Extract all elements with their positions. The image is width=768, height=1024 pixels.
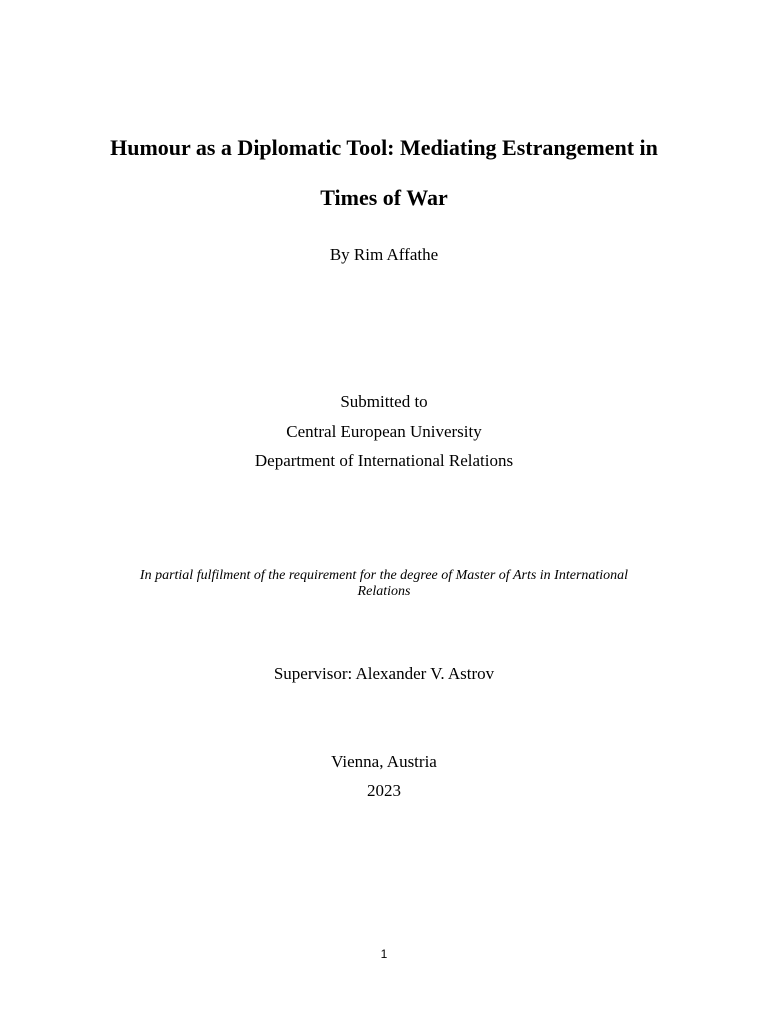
fulfilment-statement-line-2: Relations (357, 584, 411, 599)
thesis-title-line-1: Humour as a Diplomatic Tool: Mediating Estrangement in (110, 135, 658, 160)
department-name: Department of International Relations (254, 451, 514, 470)
year-line: 2023 (367, 781, 401, 800)
author-byline: By Rim Affathe (329, 245, 439, 264)
location-line: Vienna, Austria (331, 752, 437, 771)
fulfilment-statement-line-1: In partial fulfilment of the requirement for the degree of Master of Arts in International (139, 568, 629, 583)
university-name: Central European University (286, 422, 482, 441)
page-number: 1 (380, 947, 388, 961)
supervisor-line: Supervisor: Alexander V. Astrov (273, 664, 495, 683)
submitted-to-label: Submitted to (340, 392, 428, 411)
thesis-title-line-2: Times of War (320, 185, 448, 210)
